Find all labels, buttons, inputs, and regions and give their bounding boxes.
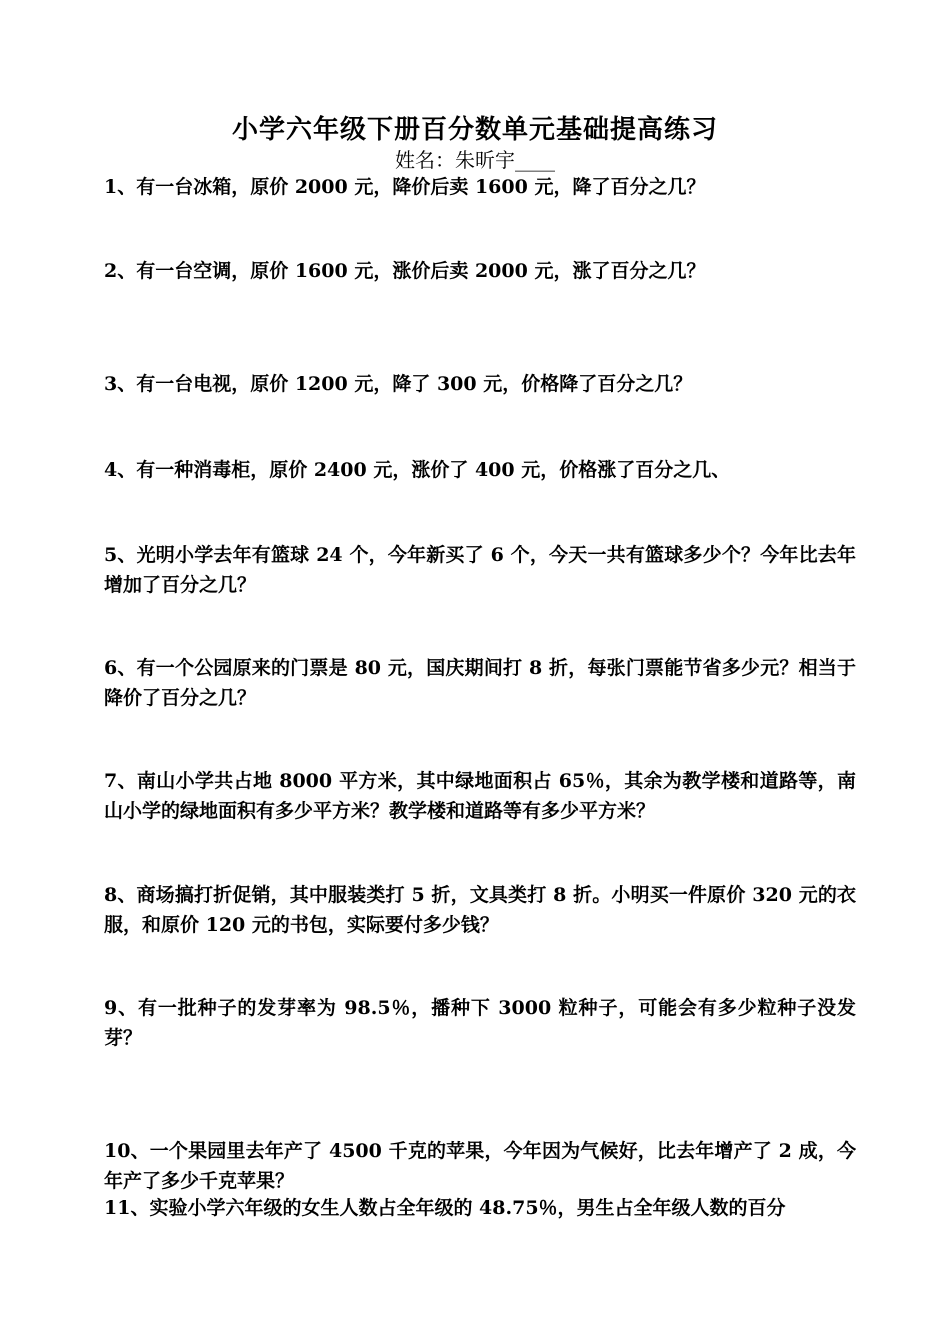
question-8: 8、商场搞打折促销，其中服装类打 5 折，文具类打 8 折。小明买一件原价 320 元的衣服，和原价 120 元的书包，实际要付多少钱？ xyxy=(104,884,856,936)
question-6: 6、有一个公园原来的门票是 80 元，国庆期间打 8 折，每张门票能节省多少元？相当于降价了百分之几？ xyxy=(104,657,856,709)
question-3: 3、有一台电视，原价 1200 元，降了 300 元，价格降了百分之几？ xyxy=(104,373,693,395)
question-11: 11、实验小学六年级的女生人数占全年级的 48.75％，男生占全年级人数的百分 xyxy=(104,1197,786,1219)
question-2: 2、有一台空调，原价 1600 元，涨价后卖 2000 元，涨了百分之几？ xyxy=(104,260,706,282)
question-9: 9、有一批种子的发芽率为 98.5％，播种下 3000 粒种子，可能会有多少粒种子没发芽？ xyxy=(104,997,856,1049)
question-7: 7、南山小学共占地 8000 平方米，其中绿地面积占 65％，其余为教学楼和道路等，南山小学的绿地面积有多少平方米？教学楼和道路等有多少平方米？ xyxy=(104,770,856,822)
question-5: 5、光明小学去年有篮球 24 个，今年新买了 6 个，今天一共有篮球多少个？今年比去年增加了百分之几？ xyxy=(104,544,856,596)
question-1: 1、有一台冰箱，原价 2000 元，降价后卖 1600 元，降了百分之几？ xyxy=(104,176,706,198)
question-4: 4、有一种消毒柜，原价 2400 元，涨价了 400 元，价格涨了百分之几、 xyxy=(104,459,731,481)
question-10: 10、一个果园里去年产了 4500 千克的苹果，今年因为气候好，比去年增产了 2 成，今年产了多少千克苹果？ xyxy=(104,1140,856,1192)
student-name-line: 姓名：朱昕宇____ xyxy=(395,148,555,172)
worksheet-title: 小学六年级下册百分数单元基础提高练习 xyxy=(231,115,718,145)
